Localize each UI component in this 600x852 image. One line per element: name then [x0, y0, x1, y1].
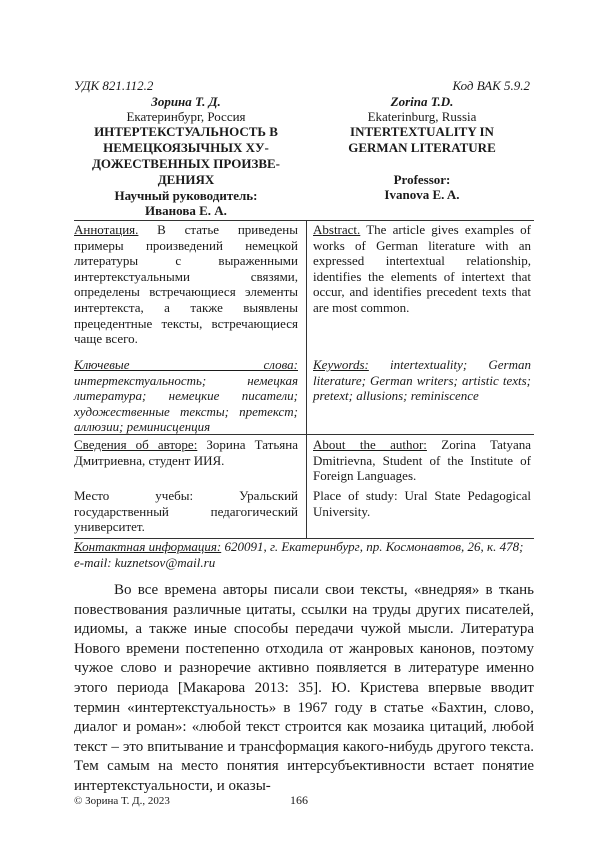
en-keywords-text: intertextuality; German literature; German writers; artistic texts; pretext; allusions; reminiscence [313, 357, 531, 404]
en-title: INTERTEXTUALITY IN GERMAN LITERATURE [348, 124, 496, 155]
ru-title: ИНТЕРТЕКСТУАЛЬНОСТЬ В НЕМЕЦКОЯЗЫЧНЫХ ХУ-ДОЖЕСТВЕННЫХ ПРОИЗВЕ-ДЕНИЯХ [91, 124, 281, 187]
udk-code: УДК 821.112.2 [74, 78, 154, 93]
ru-author: Зорина Т. Д. [151, 94, 221, 109]
en-header-block [313, 94, 531, 202]
contact-label: Контактная информация: [74, 539, 222, 554]
ru-supervisor-name: Иванова Е. А. [145, 203, 227, 218]
en-abstract-label: Abstract. [313, 222, 361, 237]
en-about [313, 437, 531, 484]
ru-abstract [74, 222, 298, 347]
en-abstract-text: The article gives examples of works of German literature with an expressed intertextual relationship, identifies the elements of intertext that occur, and identifies precedent texts that are most common. [313, 222, 531, 315]
en-city: Ekaterinburg, Russia [367, 109, 477, 124]
ru-header-block [74, 94, 298, 218]
en-about-label: About the author: [313, 437, 427, 452]
en-supervisor-name: Ivanova E. A. [384, 187, 460, 202]
ru-about [74, 437, 298, 468]
en-about-text: Zorina Tatyana Dmitrievna, Student of the Institute of Foreign Languages. [313, 437, 531, 484]
body-paragraph: Во все времена авторы писали свои тексты, «внедряя» в ткань повествования различные цитаты, ссылки на труды других писателей, идиомы, а также иные способы передачи чужой мысли. Литература Нового времени постепенно отходила от жанровых канонов, поэтому чужое слово и разноречие активно появляется в литературе именно этого периода [Макарова 2013: 35]. Ю. Кристева впервые вводит термин «интертекстуальность» в 1967 году в статье «Бахтин, слово, диалог и роман»: «любой текст строится как мозаика цитаций, любой текст – это впитывание и трансформация какого-нибудь другого текста. Тем самым на место понятия интерсубъективности встает понятие интертекстуальности, и оказы- [74, 582, 534, 794]
en-supervisor-label: Professor: [393, 172, 451, 187]
en-abstract [313, 222, 531, 316]
en-study-place: Place of study: Ural State Pedagogical University. [313, 488, 531, 519]
ru-keywords-text: интертекстуальность; немецкая литература; немецкие писатели; художественные тексты; претекст; аллюзии; реминисценция [74, 372, 298, 435]
ru-about-text: Зорина Татьяна Дмитриевна, студент ИИЯ. [74, 437, 298, 468]
en-keywords [313, 357, 531, 404]
ru-abstract-label: Аннотация. [74, 222, 139, 237]
page-number: 166 [290, 793, 308, 807]
contact-text: 620091, г. Екатеринбург, пр. Космонавтов, 26, к. 478; e-mail: kuznetsov@mail.ru [74, 539, 524, 570]
en-author: Zorina T.D. [390, 94, 454, 109]
ru-city: Екатеринбург, Россия [126, 109, 246, 124]
table-column-divider [306, 220, 307, 538]
copyright-notice: © Зорина Т. Д., 2023 [74, 795, 170, 807]
ru-study-place: Место учебы: Уральский государственный педагогический университет. [74, 488, 298, 535]
ru-keywords-label: Ключевые слова: [74, 357, 298, 372]
ru-supervisor-label: Научный руководитель: [114, 188, 258, 203]
contact-info [74, 539, 534, 570]
en-keywords-label: Keywords: [313, 357, 369, 372]
vak-code: Код ВАК 5.9.2 [452, 78, 530, 93]
ru-about-label: Сведения об авторе: [74, 437, 198, 452]
ru-keywords [74, 357, 298, 435]
table-top-rule [74, 220, 534, 221]
ru-abstract-text: В статье приведены примеры произведений немецкой литературы с выраженными интертекстуальными связями, определены встречающиеся элементы интертекста, а также выявлены прецедентные тексты, встречающиеся чаще всего. [74, 222, 298, 347]
